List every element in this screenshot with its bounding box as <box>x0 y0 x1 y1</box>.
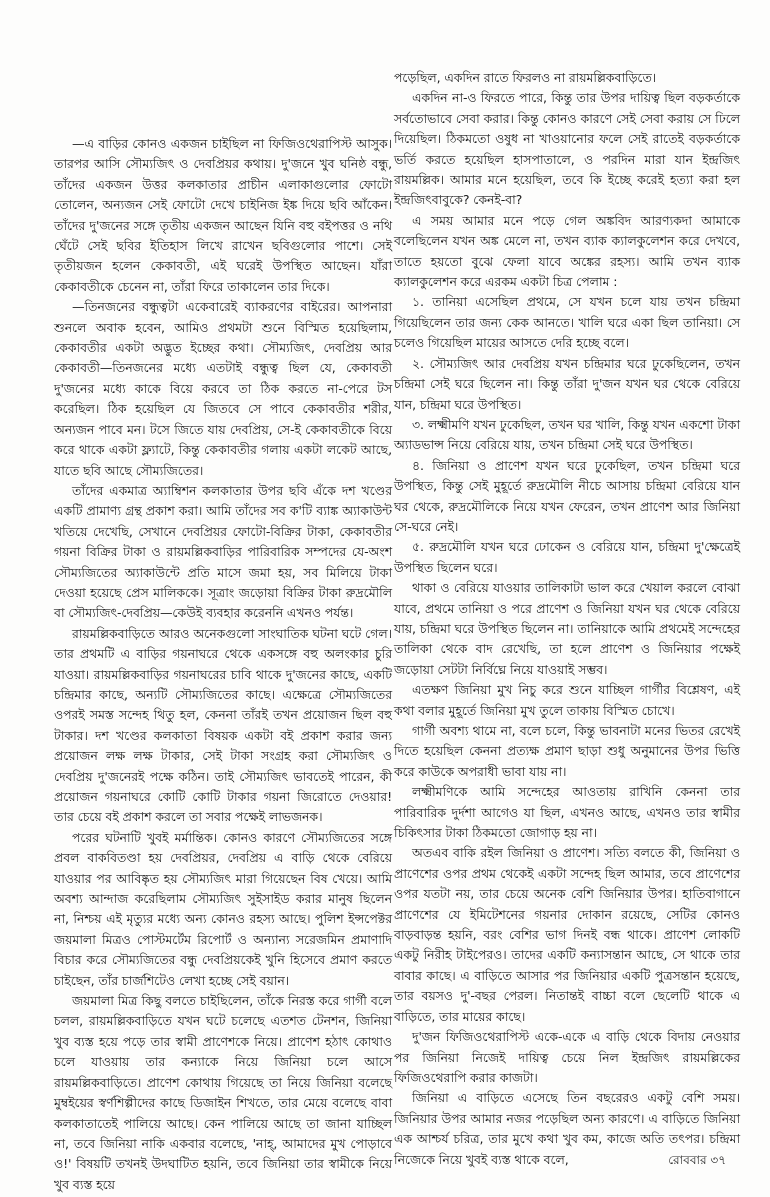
page-footer: রোববার ৩৭ <box>668 1153 726 1167</box>
paragraph: এতক্ষণ জিনিয়া মুখ নিচু করে শুনে যাচ্ছিল গার্গীর বিশ্লেষণ, এই কথা বলার মুহূর্তে জিনিয়া মুখ তুলে তাকায় বিস্মিত চোখে। <box>394 682 740 718</box>
paragraph: ৫. রুদ্রমৌলি যখন ঘরে ঢোকেন ও বেরিয়ে যান, চন্দ্রিমা দু'ক্ষেত্রেই উপস্থিত ছিলেন ঘরে। <box>394 539 740 575</box>
paragraph: —তিনজনের বন্ধুত্বটা একেবারেই ব্যাকরণের বাইরের। আপনারা শুনলে অবাক হবেন, আমিও প্রথমটা শুনে বিস্মিত হয়েছিলাম, কেকাবতীর একটা অদ্ভুত ইচ্ছের কথা। সৌম্যজিৎ, দেবপ্রিয় আর কেকাবতী—তিনজনের মধ্যে এতটাই বন্ধুত্ব ছিল যে, কেকাবতী দু'জনের মধ্যে কাকে বিয়ে করবে তা ঠিক করতে না-পেরে টস করেছিল। ঠিক হয়েছিল যে জিতবে সে পাবে কেকাবতীর শরীর, অন্যজন পাবে মন। টসে জিতে যায় দেবপ্রিয়, সে-ই কেকাবতীকে বিয়ে করে থাকে একটা ফ্ল্যাটে, কিন্তু কেকাবতীর গলায় একটা লকেট আছে, যাতে ছবি আছে সৌম্যজিতের। <box>54 299 392 478</box>
paragraph: পড়েছিল, একদিন রাতে ফিরলও না রায়মল্লিকবাড়িতে। <box>394 70 657 85</box>
paragraph: ২. সৌম্যজিৎ আর দেবপ্রিয় যখন চন্দ্রিমার ঘরে ঢুকেছিলেন, তখন চন্দ্রিমা সেই ঘরে ছিলেন না। কিন্তু তাঁরা দু'জন যখন ঘর থেকে বেরিয়ে যান, চন্দ্রিমা ঘরে উপস্থিত। <box>394 355 740 412</box>
paragraph: একদিন না-ও ফিরতে পারে, কিন্তু তার উপর দায়িত্ব ছিল বড়কর্তাকে সর্বতোভাবে সেবা করার। কিন্তু কোনও কারণে সেই সেবা করায় সে ঢিলে দিয়েছিল। ঠিকমতো ওষুধ না খাওয়ানোর ফলে সেই রাতেই বড়কর্তাকে ভর্তি করতে হয়েছিল হাসপাতালে, ও পরদিন মারা যান ইন্দ্রজিৎ রায়মল্লিক। আমার মনে হয়েছিল, তবে কি ইচ্ছে করেই হত্যা করা হল ইন্দ্রজিৎবাবুকে? কেনই-বা? <box>394 90 740 208</box>
paragraph: দু'জন ফিজিওথেরাপিস্ট একে-একে এ বাড়ি থেকে বিদায় নেওয়ার পর জিনিয়া নিজেই দায়িত্ব চেয়ে নিল ইন্দ্রজিৎ রায়মল্লিকের ফিজিওথেরাপি করার কাজটা। <box>394 1029 740 1085</box>
left-text-column <box>54 134 392 1195</box>
paragraph: জয়মালা মিত্র কিছু বলতে চাইছিলেন, তাঁকে নিরস্ত করে গার্গী বলে চলল, রায়মল্লিকবাড়িতে যখন ঘটে চলেছে এতশত টেনশন, জিনিয়া খুব ব্যস্ত হয়ে পড়ে তার স্বামী প্রাণেশকে নিয়ে। প্রাণেশ হঠাৎ কোথাও চলে যাওয়ায় তার কন্যাকে নিয়ে জিনিয়া চলে আসে রায়মল্লিকবাড়িতে। প্রাণেশ কোথায় গিয়েছে তা নিয়ে জিনিয়া বলেছে মুম্বইয়ের স্বর্ণশিল্পীদের কাছে ডিজাইন শিখতে, তার মেয়ে বলেছে বাবা কলকাতাতেই পালিয়ে আছে। কেন পালিয়ে আছে তা জানা যাচ্ছিল না, তবে জিনিয়া নাকি একবার বলেছে, 'নাহ্‌, আমাদের মুখ পোড়াবে ও!' বিষয়টি তখনই উদঘাটিত হয়নি, তবে জিনিয়া তার স্বামীকে নিয়ে খুব ব্যস্ত হয়ে <box>54 993 392 1192</box>
paragraph: এ সময় আমার মনে পড়ে গেল অঙ্কবিদ আরণ্যকদা আমাকে বলেছিলেন যখন অঙ্ক মেলে না, তখন ব্যাক ক্যালকুলেশন করে দেখবে, তাতে হয়তো বুঝে ফেলা যাবে অঙ্কের রহস্য। আমি তখন ব্যাক ক্যালকুলেশন করে এরকম একটা চিত্র পেলাম : <box>394 212 740 290</box>
paragraph: থাকা ও বেরিয়ে যাওয়ার তালিকাটা ভাল করে খেয়াল করলে বোঝা যাবে, প্রথমে তানিয়া ও পরে প্রাণেশ ও জিনিয়া যখন ঘর থেকে বেরিয়ে যায়, চন্দ্রিমা ঘরে উপস্থিত ছিলেন না। তানিয়াকে আমি প্রথমেই সন্দেহের তালিকা থেকে বাদ রেখেছি, তা হলে প্রাণেশ ও জিনিয়ার পক্ষেই জড়োয়া সেটটা নির্বিঘ্নে নিয়ে যাওয়াই সম্ভব। <box>394 580 740 677</box>
paragraph: লক্ষ্মীমণিকে আমি সন্দেহের আওতায় রাখিনি কেননা তার পারিবারিক দুর্দশা আগেও যা ছিল, এখনও আছে, এখনও তার স্বামীর চিকিৎসার টাকা ঠিকমতো জোগাড় হয় না। <box>394 784 740 841</box>
paragraph: ১. তানিয়া এসেছিল প্রথমে, সে যখন চলে যায় তখন চন্দ্রিমা গিয়েছিলেন তার জন্য কেক আনতে। খালি ঘরে একা ছিল তানিয়া। সে চলেও গিয়েছিল মায়ের আসতে দেরি হচ্ছে বলে। <box>394 294 740 351</box>
paragraph: —এ বাড়ির কোনও একজন চাইছিল না ফিজিওথেরাপিস্ট আসুক। তারপর আসি সৌম্যজিৎ ও দেবপ্রিয়র কথায়। দু'জনে খুব ঘনিষ্ঠ বন্ধু, তাঁদের একজন উত্তর কলকাতার প্রাচীন এলাকাগুলোর ফোটো তোলেন, অন্যজন সেই ফোটো দেখে চাইনিজ ইঙ্ক দিয়ে ছবি আঁকেন। তাঁদের দু'জনের সঙ্গে তৃতীয় একজন আছেন যিনি বহু বইপত্তর ও নথি ঘেঁটে সেই ছবির ইতিহাস লিখে রাখেন ছবিগুলোর পাশে। সেই তৃতীয়জন হলেন কেকাবতী, এই ঘরেই উপস্থিত আছেন। যাঁরা কেকাবতীকে চেনেন না, তাঁরা ফিরে তাকালেন তার দিকে। <box>54 136 392 294</box>
paragraph: অতএব বাকি রইল জিনিয়া ও প্রাণেশ। সত্যি বলতে কী, জিনিয়া ও প্রাণেশের ওপর প্রথম থেকেই একটা সন্দেহ ছিল আমার, তবে প্রাণেশের ওপর যতটা নয়, তার চেয়ে অনেক বেশি জিনিয়ার উপর। হাতিবাগানে প্রাণেশের যে ইমিটেশনের গয়নার দোকান রয়েছে, সেটির কোনও বাড়বাড়ন্ত হয়নি, বরং বেশির ভাগ দিনই বন্ধ থাকে। প্রাণেশ লোকটি একটু নিরীহ টাইপেরও। তাদের একটি কন্যাসন্তান আছে, সে থাকে তার বাবার কাছে। এ বাড়িতে আসার পর জিনিয়ার একটি পুত্রসন্তান হয়েছে, তার বয়সও দু'-বছর পেরল। নিতান্তই বাচ্চা বলে ছেলেটি থাকে এ বাড়িতে, তার মায়ের কাছে। <box>394 845 740 1024</box>
paragraph: ৩. লক্ষ্মীমণি যখন ঢুকেছিল, তখন ঘর খালি, কিন্তু যখন একশো টাকা অ্যাডভান্স নিয়ে বেরিয়ে যায়, তখন চন্দ্রিমা সেই ঘরে উপস্থিত। <box>394 416 740 453</box>
paragraph: গার্গী অবশ্য থামে না, বলে চলে, কিন্তু ভাবনাটা মনের ভিতর রেখেই দিতে হয়েছিল কেননা প্রত্যক্ষ প্রমাণ ছাড়া শুধু অনুমানের উপর ভিত্তি করে কাউকে অপরাধী ভাবা যায় না। <box>394 723 740 779</box>
paragraph: ৪. জিনিয়া ও প্রাণেশ যখন ঘরে ঢুকেছিল, তখন চন্দ্রিমা ঘরে উপস্থিত, কিন্তু সেই মুহূর্তে রুদ্রমৌলি নীচে আসায় চন্দ্রিমা বেরিয়ে যান ঘর থেকে, রুদ্রমৌলিকে নিয়ে যখন ফেরেন, তখন প্রাণেশ আর জিনিয়া সে-ঘরে নেই। <box>394 457 740 534</box>
paragraph: পরের ঘটনাটি খুবই মর্মান্তিক। কোনও কারণে সৌম্যজিতের সঙ্গে প্রবল বাকবিতণ্ডা হয় দেবপ্রিয়র, দেবপ্রিয় এ বাড়ি থেকে বেরিয়ে যাওয়ার পর আবিষ্কৃত হয় সৌম্যজিৎ মারা গিয়েছেন বিষ খেয়ে। আমি অবশ্য আন্দাজ করেছিলাম সৌম্যজিৎ সুইসাইড করার মানুষ ছিলেন না, নিশ্চয় এই মৃত্যুর মধ্যে অন্য কোনও রহস্য আছে। পুলিশ ইন্সপেক্টর জয়মালা মিত্রও পোস্টমর্টেম রিপোর্ট ও অন্যান্য সরেজমিন প্রমাণাদি বিচার করে সৌম্যজিতের বন্ধু দেবপ্রিয়কেই খুনি হিসেবে প্রমাণ করতে চাইছেন, তাঁর চার্জশিটেও লেখা হচ্ছে সেই বয়ান। <box>54 829 392 988</box>
paragraph: তাঁদের একমাত্র অ্যাম্বিশন কলকাতার উপর ছবি এঁকে দশ খণ্ডের একটি প্রামাণ্য গ্রন্থ প্রকাশ করা। আমি তাঁদের সব ক'টি ব্যাঙ্ক অ্যাকাউন্ট খতিয়ে দেখেছি, সেখানে দেবপ্রিয়র ফোটো-বিক্রির টাকা, কেকাবতীর গয়না বিক্রির টাকা ও রায়মল্লিকবাড়ির পারিবারিক সম্পদের যে-অংশ সৌম্যজিতের অ্যাকাউন্টে প্রতি মাসে জমা হয়, সব মিলিয়ে টাকা দেওয়া হয়েছে প্রেস মালিককে। সূত্রাং জড়োয়া বিক্রির টাকা রুদ্রমৌলি বা সৌম্যজিৎ-দেবপ্রিয়—কেউই ব্যবহার করেননি এখনও পর্যন্ত। <box>54 482 392 621</box>
paragraph: জিনিয়া এ বাড়িতে এসেছে তিন বছরেরও একটু বেশি সময়। জিনিয়ার উপর আমার নজর পড়েছিল অন্য কারণে। এ বাড়িতে জিনিয়া এক আশ্চর্য চরিত্র, তার মুখে কথা খুব কম, কাজে অতি তৎপর। চন্দ্রিমা নিজেকে নিয়ে খুবই ব্যস্ত থাকে বলে, <box>394 1090 740 1167</box>
right-text-column <box>394 68 740 1170</box>
paragraph: রায়মল্লিকবাড়িতে আরও অনেকগুলো সাংঘাতিক ঘটনা ঘটে গেল। তার প্রথমটি এ বাড়ির গয়নাঘরে থেকে একসঙ্গে বহু অলংকার চুরি যাওয়া। রায়মল্লিকবাড়ির গয়নাঘরের চাবি থাকে দু'জনের কাছে, একটি চন্দ্রিমার কাছে, অন্যটি সৌম্যজিতের কাছে। এক্ষেত্রে সৌম্যজিতের ওপরই সমস্ত সন্দেহ থিতু হল, কেননা তাঁরই তখন প্রয়োজন ছিল বহু টাকার। দশ খণ্ডের কলকাতা বিষয়ক একটা বই প্রকাশ করার জন্য প্রয়োজন লক্ষ লক্ষ টাকার, সেই টাকা সংগ্রহ করা সৌম্যজিৎ ও দেবপ্রিয় দু'জনেরই পক্ষে কঠিন। তাই সৌম্যজিৎ ভাবতেই পারেন, কী প্রয়োজন গয়নাঘরে কোটি কোটি টাকার গয়না জিরোতে দেওয়ার! তার চেয়ে বই প্রকাশ করলে তা সবার পক্ষেই লাভজনক। <box>54 625 392 825</box>
